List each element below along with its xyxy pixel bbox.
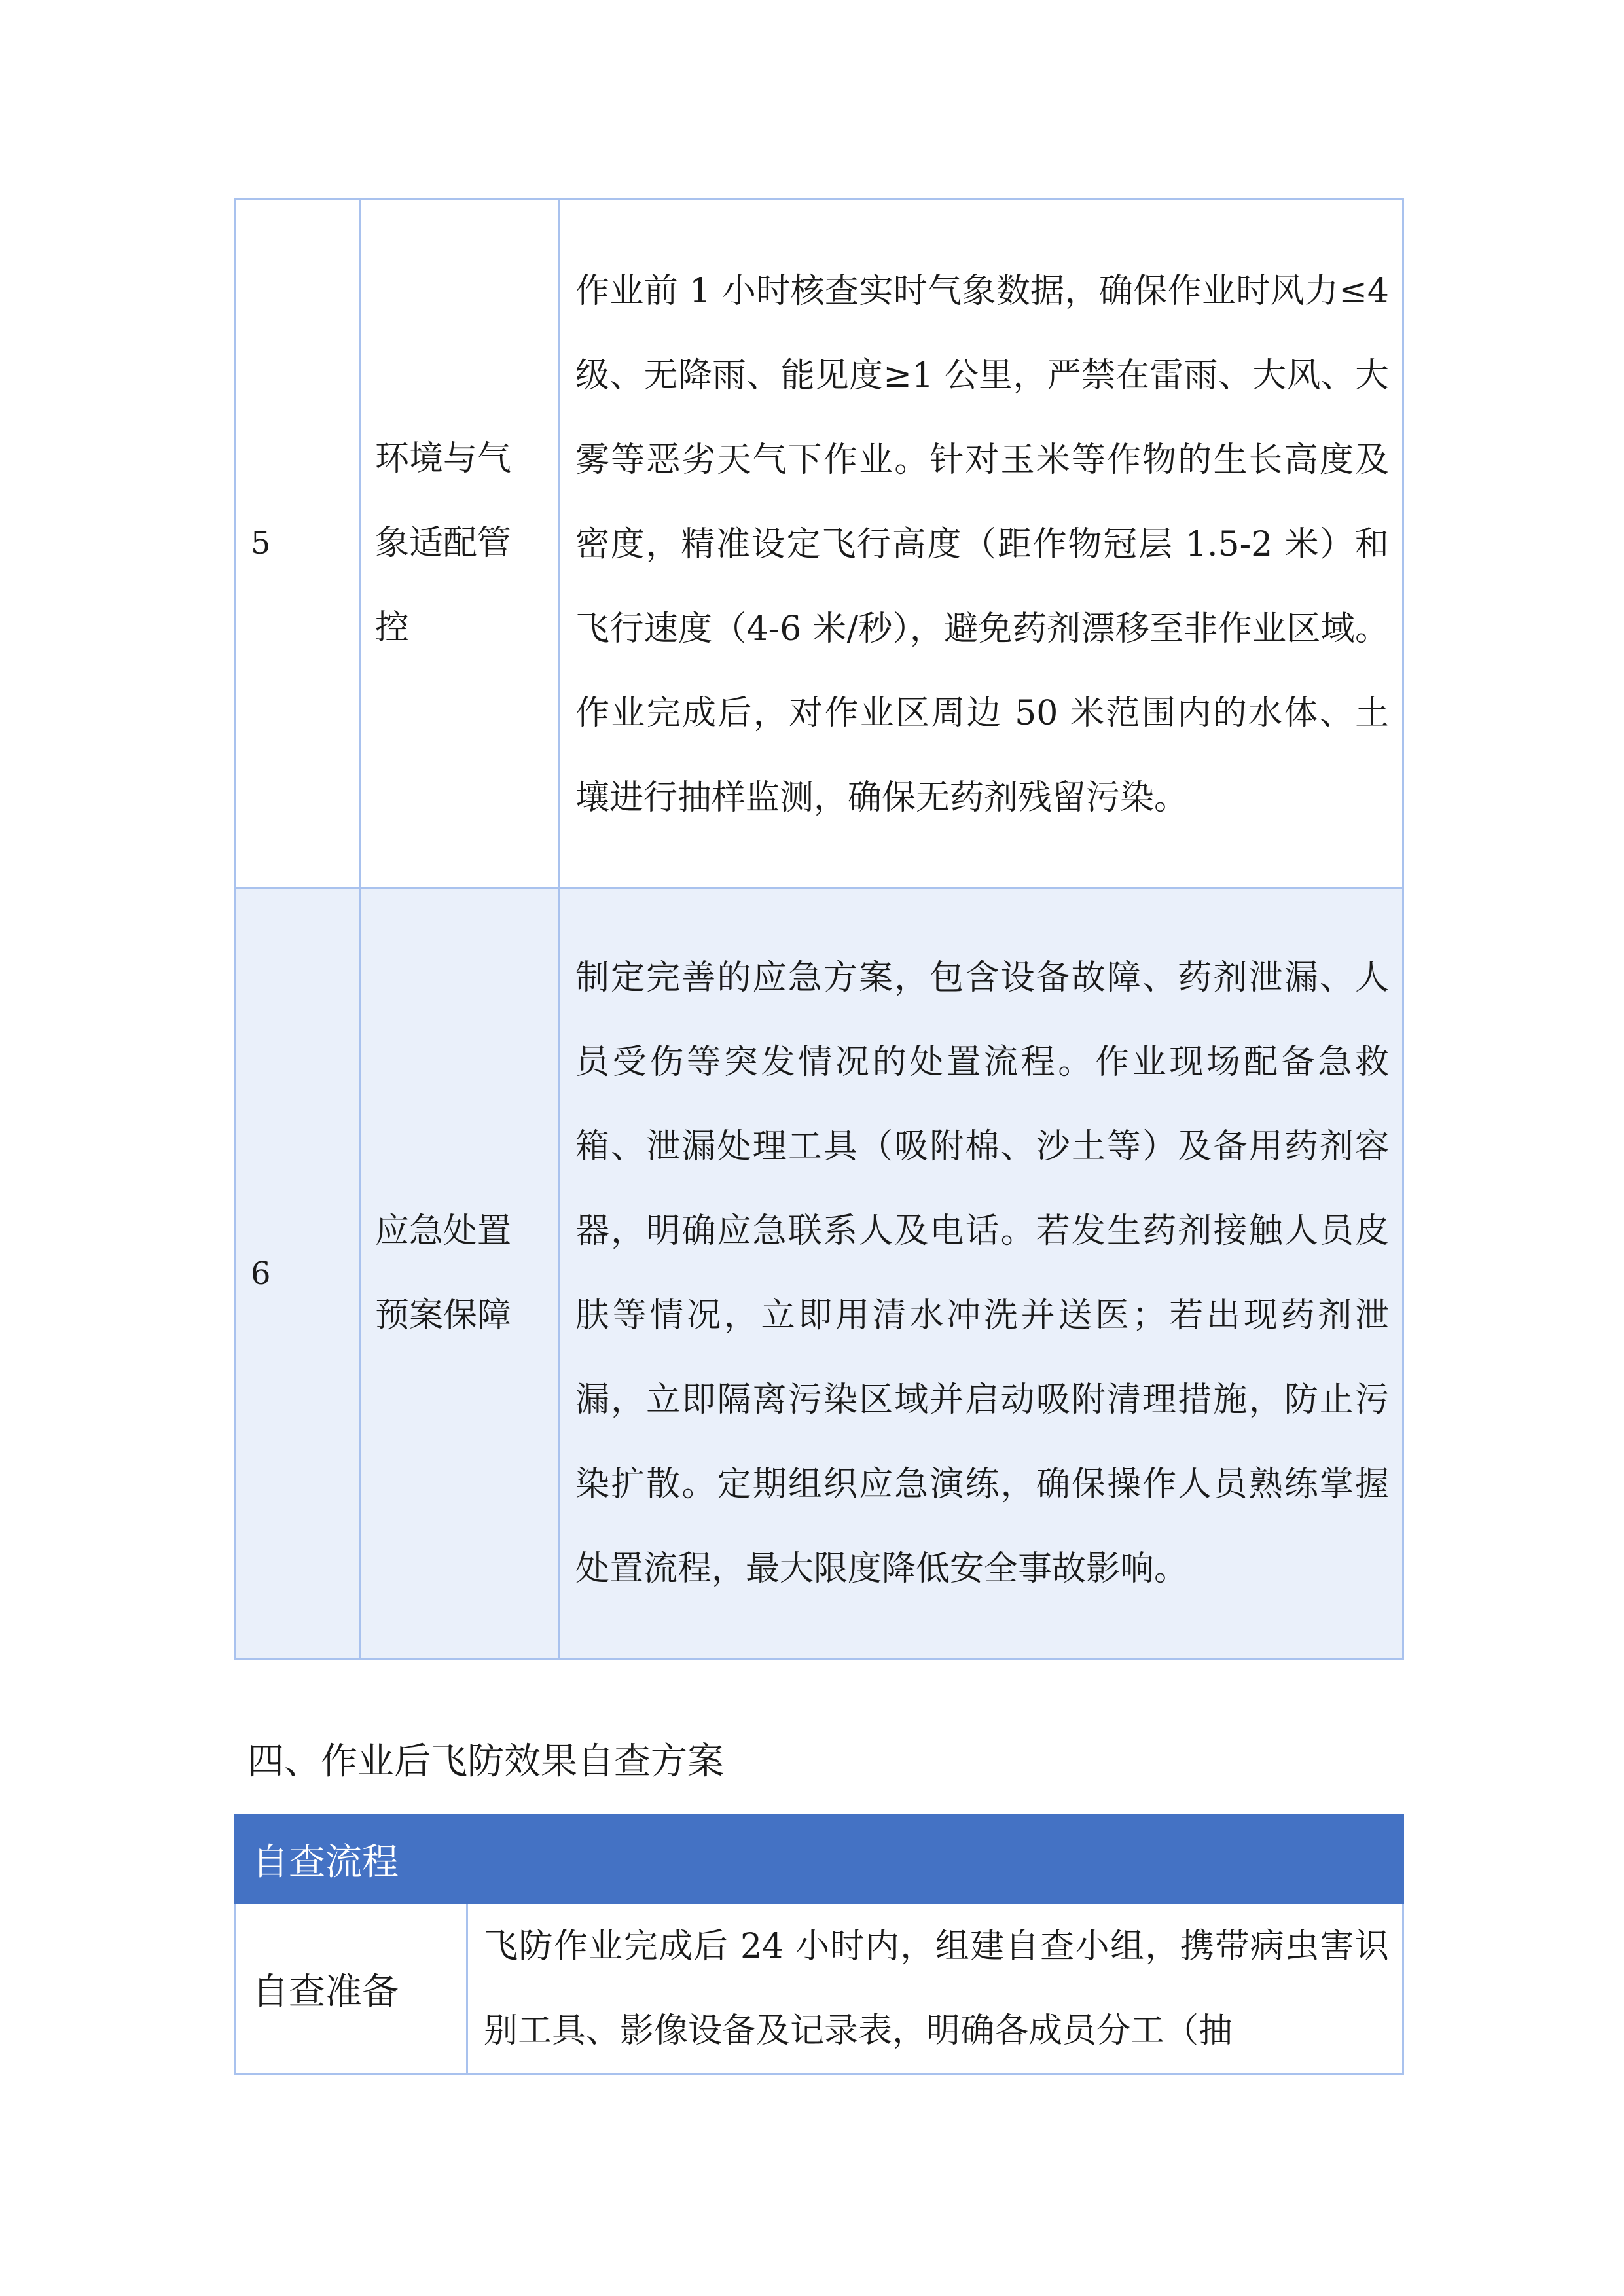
measure-description: 制定完善的应急方案，包含设备故障、药剂泄漏、人员受伤等突发情况的处置流程。作业现场配备急救箱、泄漏处理工具（吸附棉、沙土等）及备用药剂容器，明确应急联系人及电话。若发生药剂接触人员皮肤等情况，立即用清水冲洗并送医；若出现药剂泄漏，立即隔离污染区域并启动吸附清理措施，防止污染扩散。定期组织应急演练，确保操作人员熟练掌握处置流程，最大限度降低安全事故影响。 bbox=[559, 888, 1403, 1659]
table-row bbox=[236, 888, 1403, 1659]
measure-name: 应急处置预案保障 bbox=[360, 888, 559, 1659]
measure-description: 作业前 1 小时核查实时气象数据，确保作业时风力≤4 级、无降雨、能见度≥1 公里，严禁在雷雨、大风、大雾等恶劣天气下作业。针对玉米等作物的生长高度及密度，精准设定飞行高度（距作物冠层 1.5-2 米）和飞行速度（4-6 米/秒），避免药剂漂移至非作业区域。作业完成后，对作业区周边 50 米范围内的水体、土壤进行抽样监测，确保无药剂残留污染。 bbox=[559, 199, 1403, 888]
section-heading: 四、作业后飞防效果自查方案 bbox=[247, 1740, 724, 1783]
step-name: 自查准备 bbox=[236, 1903, 467, 2075]
row-index: 6 bbox=[236, 888, 360, 1659]
table-row bbox=[236, 1903, 1403, 2075]
measures-table bbox=[234, 198, 1404, 1660]
measure-name: 环境与气象适配管控 bbox=[360, 199, 559, 888]
step-description: 飞防作业完成后 24 小时内，组建自查小组，携带病虫害识别工具、影像设备及记录表，明确各成员分工（抽 bbox=[467, 1903, 1403, 2075]
table-row bbox=[236, 199, 1403, 888]
selfcheck-table bbox=[234, 1814, 1404, 2075]
row-index: 5 bbox=[236, 199, 360, 888]
table-header-row bbox=[236, 1816, 1403, 1903]
table-header: 自查流程 bbox=[236, 1816, 1403, 1903]
